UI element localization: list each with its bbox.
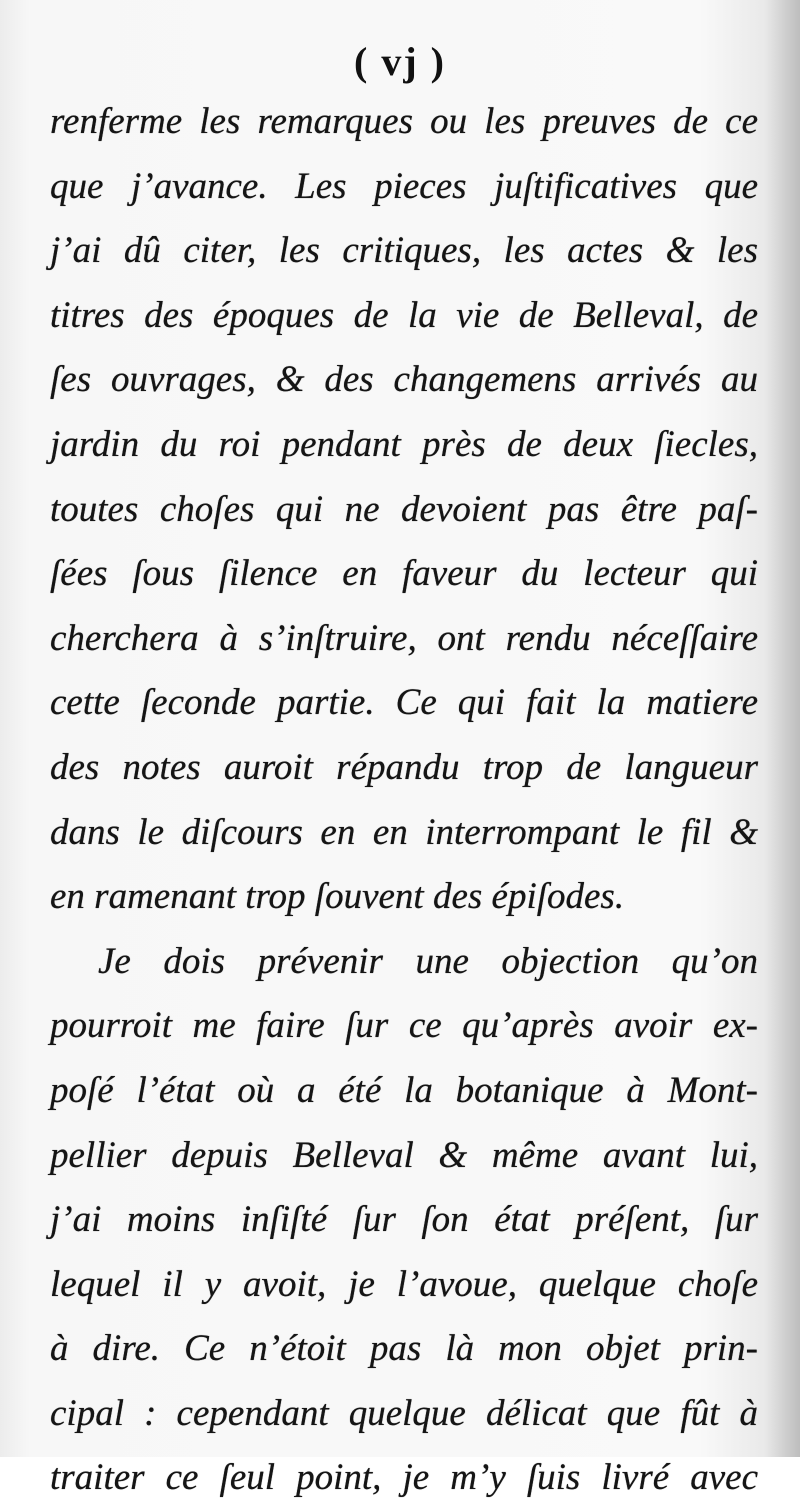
text-line: à dire. Ce n’étoit pas là mon objet prin- bbox=[50, 1328, 758, 1370]
text-line: j’ai dû citer, les critiques, les actes & les bbox=[50, 230, 758, 272]
text-line: cette ſeconde partie. Ce qui fait la matiere bbox=[50, 682, 758, 724]
text-line: cherchera à s’inſtruire, ont rendu néceſſaire bbox=[50, 617, 758, 659]
text-line: renferme les remarques ou les preuves de ce bbox=[50, 101, 758, 142]
text-line: pourroit me faire ſur ce qu’après avoir ex- bbox=[50, 1005, 758, 1047]
text-line: toutes choſes qui ne devoient pas être paſ- bbox=[50, 488, 758, 530]
text-line: pellier depuis Belleval & même avant lui, bbox=[50, 1134, 758, 1176]
text-line: titres des époques de la vie de Belleval, de bbox=[50, 294, 758, 336]
text-line: ſes ouvrages, & des changemens arrivés au bbox=[50, 359, 758, 401]
text-line: ſées ſous ſilence en faveur du lecteur qui bbox=[50, 553, 758, 595]
text-line: cipal : cependant quelque délicat que fût à bbox=[50, 1392, 758, 1434]
page-number: ( vj ) bbox=[354, 39, 446, 84]
text-line: jardin du roi pendant près de deux ſiecles, bbox=[50, 423, 758, 465]
text-line: j’ai moins inſiſté ſur ſon état préſent, ſur bbox=[50, 1199, 758, 1241]
text-line: traiter ce ſeul point, je m’y ſuis livré avec bbox=[50, 1457, 758, 1499]
text-line: lequel il y avoit, je l’avoue, quelque choſe bbox=[50, 1263, 758, 1305]
text-line: dans le diſcours en en interrompant le fil & bbox=[50, 811, 758, 853]
paragraph-first-line: Je dois prévenir une objection qu’on bbox=[98, 940, 758, 982]
text-line: des notes auroit répandu trop de langueur bbox=[50, 746, 758, 788]
text-line: poſé l’état où a été la botanique à Mont- bbox=[50, 1069, 758, 1111]
paragraph-last-line: en ramenant trop ſouvent des épiſodes. bbox=[50, 876, 625, 918]
body-text bbox=[50, 90, 758, 1511]
text-line: que j’avance. Les pieces juſtificatives que bbox=[50, 165, 758, 207]
